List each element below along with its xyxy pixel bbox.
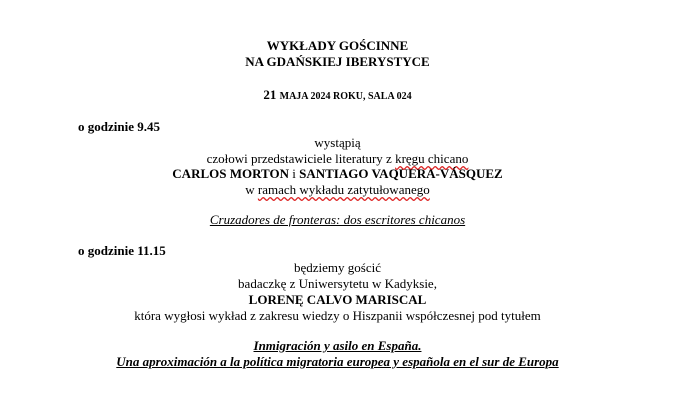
session1-line4-spell: ramach wykładu zatytułowanego	[257, 182, 430, 197]
session1-talk-title: Cruzadores de fronteras: dos escritores chicanos	[209, 212, 466, 227]
session1-line1: wystąpią	[314, 135, 361, 150]
session2-speaker-name: LORENĘ CALVO MARISCAL	[248, 292, 427, 307]
session2-line1: będziemy gościć	[294, 260, 381, 275]
date-month-year: MAJA 2024 ROKU	[279, 91, 363, 102]
session1-time: o godzinie 9.45	[78, 119, 160, 134]
session1-names	[0, 166, 675, 182]
session2-talk-title-1: Inmigración y asilo en España.	[253, 338, 422, 353]
session2-line4: która wygłosi wykład z zakresu wiedzy o Hiszpanii współczesnej pod tytułem	[134, 308, 541, 323]
session1-line2-spell: kręgu chicano	[395, 151, 469, 166]
speaker-name-2: SANTIAGO VAQUERA-VÁSQUEZ	[299, 166, 503, 181]
names-conjunction: i	[292, 166, 296, 181]
speaker-name-1: CARLOS MORTON	[172, 166, 289, 181]
session2-line2: badaczkę z Uniwersytetu w Kadyksie,	[238, 276, 437, 291]
session1-line4-text: w	[245, 182, 258, 197]
date-room: SALA 024	[367, 91, 412, 102]
session1-line4	[0, 182, 675, 198]
session1-line2	[0, 151, 675, 167]
title-line-2: NA GDAŃSKIEJ IBERYSTYCE	[245, 54, 430, 69]
session1-line2-text: czołowi przedstawiciele literatury z	[206, 151, 396, 166]
title-line-1: WYKŁADY GOŚCINNE	[266, 38, 409, 53]
date-line: 21 MAJA 2024 ROKU, SALA 024	[263, 87, 412, 102]
session2-time: o godzinie 11.15	[78, 243, 166, 258]
date-day: 21	[263, 87, 277, 102]
session2-talk-title-2: Una aproximación a la política migratoria europea y española en el sur de Europa	[116, 354, 559, 369]
